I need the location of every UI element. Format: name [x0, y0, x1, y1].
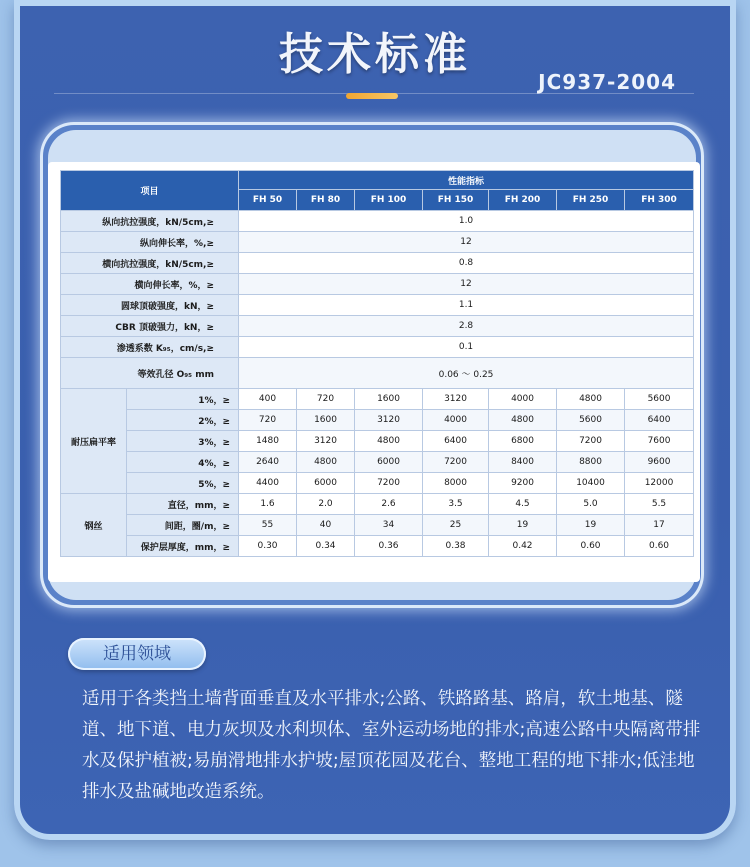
row-label: 间距，圈/m，≥	[127, 515, 239, 536]
cell-value: 5.5	[625, 494, 694, 515]
cell-value: 5600	[557, 410, 625, 431]
cell-value: 5600	[625, 389, 694, 410]
cell-value: 7200	[423, 452, 489, 473]
cell-value: 1480	[239, 431, 297, 452]
cell-value: 10400	[557, 473, 625, 494]
row-label: 直径，mm，≥	[127, 494, 239, 515]
cell-value: 2.6	[355, 494, 423, 515]
cell-value: 9200	[489, 473, 557, 494]
cell-value: 6400	[423, 431, 489, 452]
cell-value: 0.60	[557, 536, 625, 557]
cell-value: 0.34	[297, 536, 355, 557]
cell-value: 3.5	[423, 494, 489, 515]
table-row	[61, 211, 694, 232]
cell-value: 4000	[489, 389, 557, 410]
cell-value: 6000	[355, 452, 423, 473]
cell-value: 8000	[423, 473, 489, 494]
cell-value: 7200	[355, 473, 423, 494]
row-label: 纵向抗拉强度，kN/5cm,≥	[61, 211, 239, 232]
table-row	[61, 253, 694, 274]
row-label: 横向伸长率，%，≥	[61, 274, 239, 295]
cell-value: 34	[355, 515, 423, 536]
table-row	[61, 473, 694, 494]
row-value: 0.8	[239, 253, 694, 274]
model-header: FH 100	[355, 190, 423, 211]
table-row	[61, 536, 694, 557]
model-header: FH 150	[423, 190, 489, 211]
cell-value: 0.30	[239, 536, 297, 557]
row-value: 0.1	[239, 337, 694, 358]
model-header: FH 50	[239, 190, 297, 211]
table-row	[61, 494, 694, 515]
row-label: 横向抗拉强度，kN/5cm,≥	[61, 253, 239, 274]
standard-code: JC937-2004	[538, 70, 676, 94]
row-label: 1%，≥	[127, 389, 239, 410]
cell-value: 7200	[557, 431, 625, 452]
cell-value: 4400	[239, 473, 297, 494]
cell-value: 40	[297, 515, 355, 536]
model-header: FH 250	[557, 190, 625, 211]
cell-value: 2640	[239, 452, 297, 473]
cell-value: 55	[239, 515, 297, 536]
table-row	[61, 274, 694, 295]
table-row	[61, 358, 694, 389]
table-row	[61, 389, 694, 410]
cell-value: 400	[239, 389, 297, 410]
table-row	[61, 515, 694, 536]
table-row	[61, 232, 694, 253]
section-label-pill: 适用领域	[68, 638, 206, 670]
table-row	[61, 316, 694, 337]
model-header: FH 80	[297, 190, 355, 211]
title-accent-bar	[346, 93, 398, 99]
table-row	[61, 431, 694, 452]
row-label: 5%，≥	[127, 473, 239, 494]
table-row	[61, 410, 694, 431]
cell-value: 2.0	[297, 494, 355, 515]
cell-value: 4800	[355, 431, 423, 452]
cell-value: 17	[625, 515, 694, 536]
row-label: 渗透系数 K₉₅，cm/s,≥	[61, 337, 239, 358]
row-value: 0.06 ～ 0.25	[239, 358, 694, 389]
cell-value: 9600	[625, 452, 694, 473]
table-row	[61, 295, 694, 316]
cell-value: 4800	[489, 410, 557, 431]
cell-value: 25	[423, 515, 489, 536]
cell-value: 720	[297, 389, 355, 410]
cell-value: 1600	[355, 389, 423, 410]
cell-value: 5.0	[557, 494, 625, 515]
cell-value: 8800	[557, 452, 625, 473]
cell-value: 0.60	[625, 536, 694, 557]
cell-value: 4.5	[489, 494, 557, 515]
spec-table	[60, 170, 694, 557]
cell-value: 1.6	[239, 494, 297, 515]
page-title: 技术标准	[279, 29, 471, 80]
cell-value: 6400	[625, 410, 694, 431]
row-label: 等效孔径 O₉₅ mm	[61, 358, 239, 389]
cell-value: 4800	[557, 389, 625, 410]
cell-value: 8400	[489, 452, 557, 473]
model-header: FH 200	[489, 190, 557, 211]
row-value: 12	[239, 232, 694, 253]
cell-value: 12000	[625, 473, 694, 494]
cell-value: 6800	[489, 431, 557, 452]
cell-value: 4000	[423, 410, 489, 431]
header-item: 项目	[61, 171, 239, 211]
table-row	[61, 337, 694, 358]
group-label: 耐压扁平率	[61, 389, 127, 494]
cell-value: 0.42	[489, 536, 557, 557]
row-value: 12	[239, 274, 694, 295]
cell-value: 4800	[297, 452, 355, 473]
cell-value: 1600	[297, 410, 355, 431]
cell-value: 19	[489, 515, 557, 536]
cell-value: 0.38	[423, 536, 489, 557]
cell-value: 19	[557, 515, 625, 536]
cell-value: 3120	[423, 389, 489, 410]
row-value: 1.1	[239, 295, 694, 316]
row-label: CBR 顶破强力，kN，≥	[61, 316, 239, 337]
cell-value: 3120	[355, 410, 423, 431]
cell-value: 0.36	[355, 536, 423, 557]
cell-value: 6000	[297, 473, 355, 494]
row-label: 2%，≥	[127, 410, 239, 431]
model-header: FH 300	[625, 190, 694, 211]
row-label: 4%，≥	[127, 452, 239, 473]
row-label: 3%，≥	[127, 431, 239, 452]
header-performance: 性能指标	[239, 171, 694, 190]
cell-value: 3120	[297, 431, 355, 452]
application-description: 适用于各类挡土墙背面垂直及水平排水;公路、铁路路基、路肩，软土地基、隧道、地下道、电力灰坝及水利坝体、室外运动场地的排水;高速公路中央隔离带排水及保护植被;易崩滑地排水护坡;屋顶花园及花台、整地工程的地下排水;低洼地排水及盐碱地改造系统。	[82, 689, 701, 802]
row-label: 保护层厚度，mm，≥	[127, 536, 239, 557]
cell-value: 720	[239, 410, 297, 431]
group-label: 钢丝	[61, 494, 127, 557]
cell-value: 7600	[625, 431, 694, 452]
row-label: 纵向伸长率，%,≥	[61, 232, 239, 253]
row-label: 圆球顶破强度，kN，≥	[61, 295, 239, 316]
row-value: 1.0	[239, 211, 694, 232]
row-value: 2.8	[239, 316, 694, 337]
table-row	[61, 452, 694, 473]
